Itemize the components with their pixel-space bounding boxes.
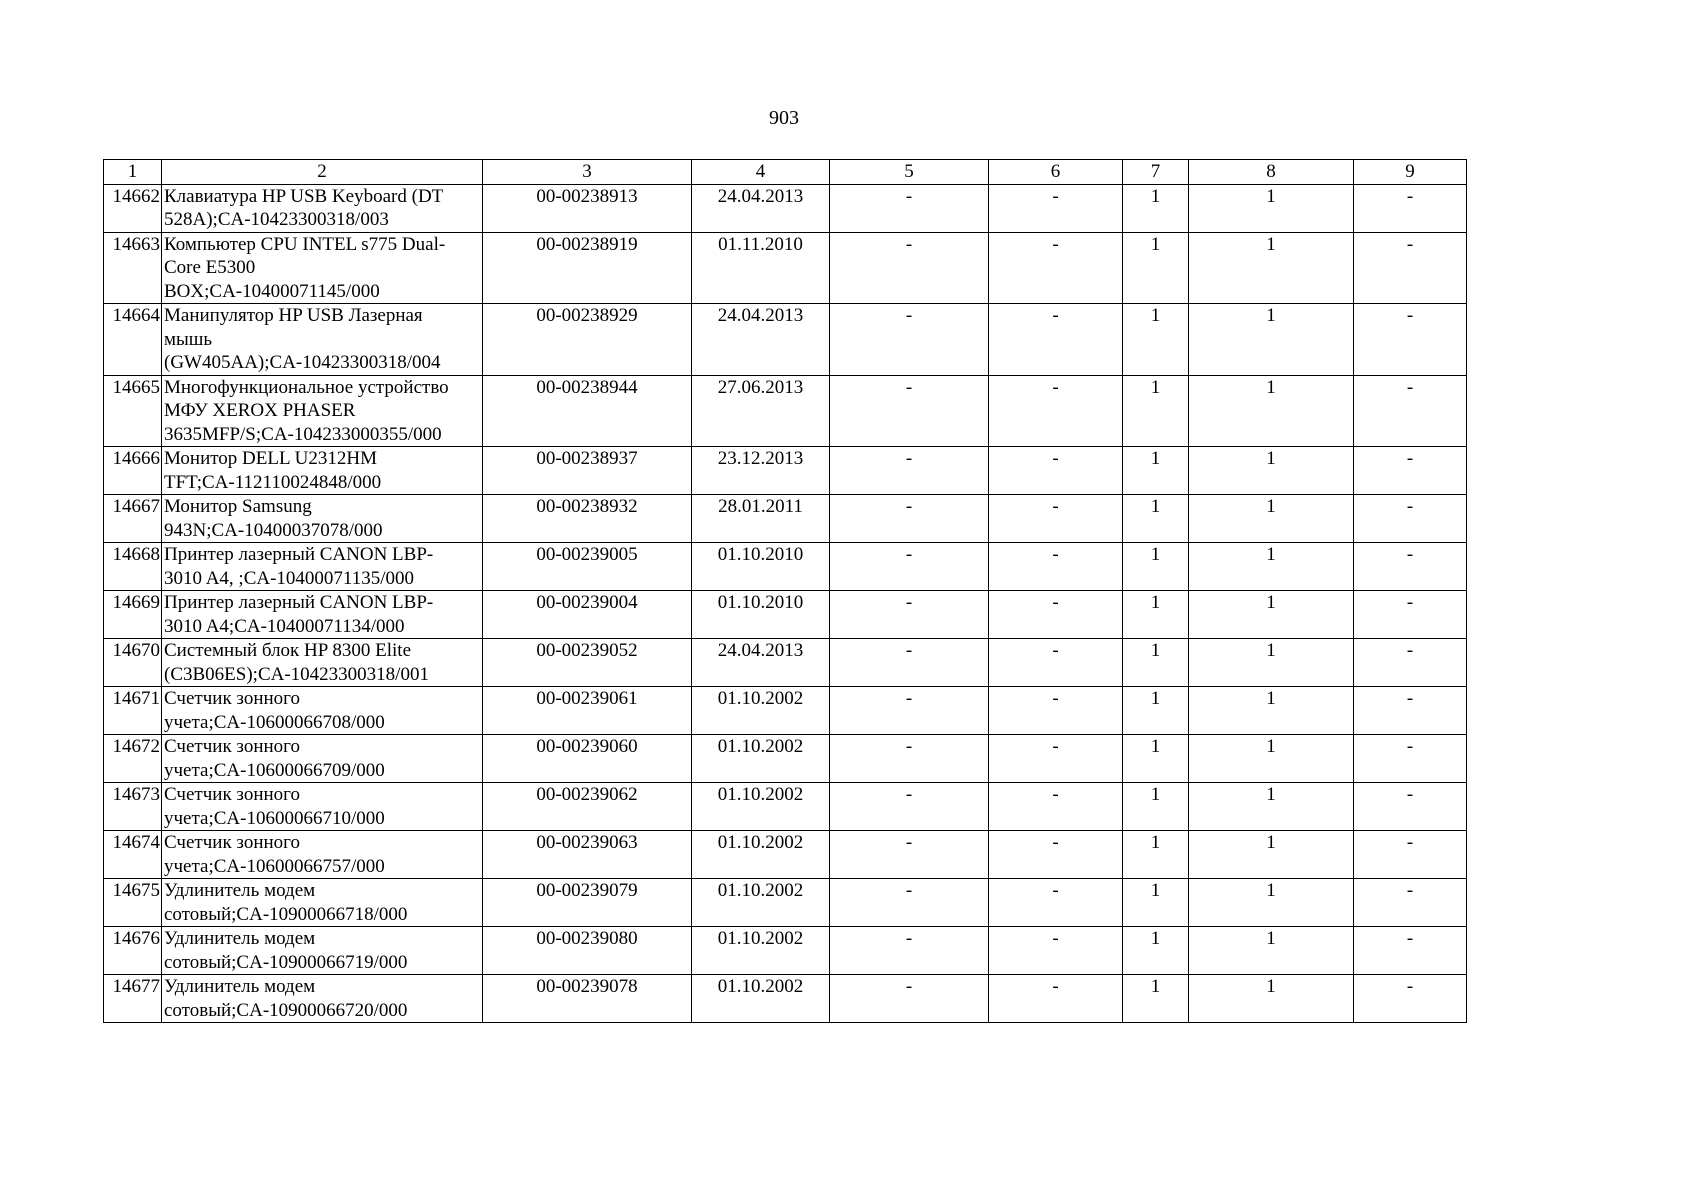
table-row <box>104 184 1467 232</box>
column-8-cell: 1 <box>1189 304 1354 376</box>
table-row <box>104 783 1467 831</box>
date-cell: 24.04.2013 <box>692 639 830 687</box>
table-row <box>104 687 1467 735</box>
column-9-cell: - <box>1354 591 1467 639</box>
column-7-cell: 1 <box>1123 639 1189 687</box>
column-9-cell: - <box>1354 879 1467 927</box>
table-row <box>104 591 1467 639</box>
table-row <box>104 447 1467 495</box>
column-9-cell: - <box>1354 687 1467 735</box>
column-header: 3 <box>483 160 692 185</box>
column-5-cell: - <box>830 735 989 783</box>
inventory-code-cell: 00-00239005 <box>483 543 692 591</box>
column-7-cell: 1 <box>1123 447 1189 495</box>
item-name-cell: Системный блок HP 8300 Elite (C3B06ES);CA-10423300318/001 <box>162 639 483 687</box>
column-5-cell: - <box>830 447 989 495</box>
row-number-cell: 14674 <box>104 831 162 879</box>
inventory-code-cell: 00-00239063 <box>483 831 692 879</box>
item-name-cell: Монитор Samsung 943N;CA-10400037078/000 <box>162 495 483 543</box>
table-header <box>104 160 1467 185</box>
column-9-cell: - <box>1354 543 1467 591</box>
column-8-cell: 1 <box>1189 975 1354 1023</box>
column-7-cell: 1 <box>1123 543 1189 591</box>
column-7-cell: 1 <box>1123 831 1189 879</box>
column-9-cell: - <box>1354 304 1467 376</box>
column-6-cell: - <box>989 304 1123 376</box>
column-8-cell: 1 <box>1189 831 1354 879</box>
inventory-code-cell: 00-00239052 <box>483 639 692 687</box>
row-number-cell: 14673 <box>104 783 162 831</box>
column-7-cell: 1 <box>1123 232 1189 304</box>
column-8-cell: 1 <box>1189 639 1354 687</box>
column-8-cell: 1 <box>1189 543 1354 591</box>
table-row <box>104 375 1467 447</box>
column-header: 4 <box>692 160 830 185</box>
row-number-cell: 14677 <box>104 975 162 1023</box>
date-cell: 01.10.2002 <box>692 687 830 735</box>
column-5-cell: - <box>830 783 989 831</box>
column-5-cell: - <box>830 184 989 232</box>
date-cell: 01.10.2002 <box>692 783 830 831</box>
column-9-cell: - <box>1354 831 1467 879</box>
column-9-cell: - <box>1354 232 1467 304</box>
row-number-cell: 14665 <box>104 375 162 447</box>
item-name-cell: Удлинитель модем сотовый;CA-10900066719/000 <box>162 927 483 975</box>
column-7-cell: 1 <box>1123 687 1189 735</box>
date-cell: 01.11.2010 <box>692 232 830 304</box>
column-header: 7 <box>1123 160 1189 185</box>
column-8-cell: 1 <box>1189 927 1354 975</box>
inventory-code-cell: 00-00239004 <box>483 591 692 639</box>
item-name-cell: Удлинитель модем сотовый;CA-10900066720/000 <box>162 975 483 1023</box>
column-7-cell: 1 <box>1123 927 1189 975</box>
column-8-cell: 1 <box>1189 375 1354 447</box>
inventory-code-cell: 00-00239062 <box>483 783 692 831</box>
column-7-cell: 1 <box>1123 375 1189 447</box>
row-number-cell: 14670 <box>104 639 162 687</box>
table-row <box>104 831 1467 879</box>
row-number-cell: 14676 <box>104 927 162 975</box>
row-number-cell: 14662 <box>104 184 162 232</box>
page-number: 903 <box>769 107 799 129</box>
column-8-cell: 1 <box>1189 447 1354 495</box>
column-8-cell: 1 <box>1189 783 1354 831</box>
column-5-cell: - <box>830 975 989 1023</box>
row-number-cell: 14668 <box>104 543 162 591</box>
row-number-cell: 14667 <box>104 495 162 543</box>
inventory-code-cell: 00-00238929 <box>483 304 692 376</box>
column-9-cell: - <box>1354 375 1467 447</box>
column-6-cell: - <box>989 879 1123 927</box>
column-6-cell: - <box>989 975 1123 1023</box>
inventory-code-cell: 00-00238913 <box>483 184 692 232</box>
row-number-cell: 14669 <box>104 591 162 639</box>
table-row <box>104 975 1467 1023</box>
column-5-cell: - <box>830 495 989 543</box>
inventory-code-cell: 00-00239060 <box>483 735 692 783</box>
column-6-cell: - <box>989 232 1123 304</box>
date-cell: 01.10.2002 <box>692 831 830 879</box>
column-9-cell: - <box>1354 639 1467 687</box>
column-7-cell: 1 <box>1123 783 1189 831</box>
column-8-cell: 1 <box>1189 184 1354 232</box>
inventory-code-cell: 00-00239061 <box>483 687 692 735</box>
column-7-cell: 1 <box>1123 495 1189 543</box>
table-row <box>104 304 1467 376</box>
column-5-cell: - <box>830 304 989 376</box>
column-7-cell: 1 <box>1123 591 1189 639</box>
column-6-cell: - <box>989 591 1123 639</box>
table-row <box>104 879 1467 927</box>
column-9-cell: - <box>1354 184 1467 232</box>
column-8-cell: 1 <box>1189 495 1354 543</box>
column-8-cell: 1 <box>1189 735 1354 783</box>
date-cell: 23.12.2013 <box>692 447 830 495</box>
column-6-cell: - <box>989 783 1123 831</box>
column-5-cell: - <box>830 687 989 735</box>
column-6-cell: - <box>989 687 1123 735</box>
column-6-cell: - <box>989 831 1123 879</box>
column-7-cell: 1 <box>1123 184 1189 232</box>
item-name-cell: Удлинитель модем сотовый;CA-10900066718/000 <box>162 879 483 927</box>
column-header: 6 <box>989 160 1123 185</box>
item-name-cell: Счетчик зонного учета;CA-10600066757/000 <box>162 831 483 879</box>
date-cell: 24.04.2013 <box>692 184 830 232</box>
column-header: 9 <box>1354 160 1467 185</box>
column-5-cell: - <box>830 831 989 879</box>
column-5-cell: - <box>830 879 989 927</box>
row-number-cell: 14664 <box>104 304 162 376</box>
table-row <box>104 735 1467 783</box>
column-5-cell: - <box>830 232 989 304</box>
column-6-cell: - <box>989 375 1123 447</box>
item-name-cell: Многофункциональное устройство МФУ XEROX PHASER 3635MFP/S;CA-104233000355/000 <box>162 375 483 447</box>
column-6-cell: - <box>989 495 1123 543</box>
inventory-code-cell: 00-00238919 <box>483 232 692 304</box>
item-name-cell: Манипулятор HP USB Лазерная мышь (GW405AA);CA-10423300318/004 <box>162 304 483 376</box>
date-cell: 01.10.2010 <box>692 543 830 591</box>
column-7-cell: 1 <box>1123 975 1189 1023</box>
column-6-cell: - <box>989 447 1123 495</box>
inventory-code-cell: 00-00239079 <box>483 879 692 927</box>
item-name-cell: Счетчик зонного учета;CA-10600066708/000 <box>162 687 483 735</box>
column-9-cell: - <box>1354 975 1467 1023</box>
column-9-cell: - <box>1354 495 1467 543</box>
column-header: 5 <box>830 160 989 185</box>
row-number-cell: 14666 <box>104 447 162 495</box>
table-body <box>104 184 1467 1023</box>
date-cell: 01.10.2002 <box>692 879 830 927</box>
date-cell: 01.10.2010 <box>692 591 830 639</box>
item-name-cell: Счетчик зонного учета;CA-10600066709/000 <box>162 735 483 783</box>
column-8-cell: 1 <box>1189 232 1354 304</box>
item-name-cell: Счетчик зонного учета;CA-10600066710/000 <box>162 783 483 831</box>
inventory-code-cell: 00-00238944 <box>483 375 692 447</box>
column-5-cell: - <box>830 591 989 639</box>
column-5-cell: - <box>830 927 989 975</box>
column-5-cell: - <box>830 639 989 687</box>
row-number-cell: 14663 <box>104 232 162 304</box>
header-row <box>104 160 1467 185</box>
date-cell: 27.06.2013 <box>692 375 830 447</box>
item-name-cell: Компьютер CPU INTEL s775 Dual- Core E5300 BOX;CA-10400071145/000 <box>162 232 483 304</box>
table-row <box>104 543 1467 591</box>
asset-register-table <box>103 159 1467 1023</box>
row-number-cell: 14672 <box>104 735 162 783</box>
column-8-cell: 1 <box>1189 687 1354 735</box>
column-9-cell: - <box>1354 783 1467 831</box>
column-5-cell: - <box>830 543 989 591</box>
column-7-cell: 1 <box>1123 735 1189 783</box>
column-header: 8 <box>1189 160 1354 185</box>
date-cell: 28.01.2011 <box>692 495 830 543</box>
table-row <box>104 495 1467 543</box>
column-6-cell: - <box>989 639 1123 687</box>
date-cell: 24.04.2013 <box>692 304 830 376</box>
column-9-cell: - <box>1354 447 1467 495</box>
row-number-cell: 14675 <box>104 879 162 927</box>
inventory-code-cell: 00-00239080 <box>483 927 692 975</box>
column-header: 1 <box>104 160 162 185</box>
column-header: 2 <box>162 160 483 185</box>
inventory-code-cell: 00-00239078 <box>483 975 692 1023</box>
column-7-cell: 1 <box>1123 304 1189 376</box>
table-row <box>104 232 1467 304</box>
column-8-cell: 1 <box>1189 879 1354 927</box>
inventory-code-cell: 00-00238932 <box>483 495 692 543</box>
table-row <box>104 927 1467 975</box>
column-9-cell: - <box>1354 735 1467 783</box>
date-cell: 01.10.2002 <box>692 735 830 783</box>
column-8-cell: 1 <box>1189 591 1354 639</box>
item-name-cell: Клавиатура HP USB Keyboard (DT 528A);CA-10423300318/003 <box>162 184 483 232</box>
item-name-cell: Принтер лазерный CANON LBP- 3010 A4, ;CA-10400071135/000 <box>162 543 483 591</box>
item-name-cell: Принтер лазерный CANON LBP- 3010 A4;CA-10400071134/000 <box>162 591 483 639</box>
inventory-code-cell: 00-00238937 <box>483 447 692 495</box>
column-7-cell: 1 <box>1123 879 1189 927</box>
item-name-cell: Монитор DELL U2312HM TFT;CA-112110024848/000 <box>162 447 483 495</box>
column-6-cell: - <box>989 184 1123 232</box>
row-number-cell: 14671 <box>104 687 162 735</box>
column-5-cell: - <box>830 375 989 447</box>
column-9-cell: - <box>1354 927 1467 975</box>
table-row <box>104 639 1467 687</box>
date-cell: 01.10.2002 <box>692 975 830 1023</box>
column-6-cell: - <box>989 735 1123 783</box>
column-6-cell: - <box>989 543 1123 591</box>
date-cell: 01.10.2002 <box>692 927 830 975</box>
column-6-cell: - <box>989 927 1123 975</box>
